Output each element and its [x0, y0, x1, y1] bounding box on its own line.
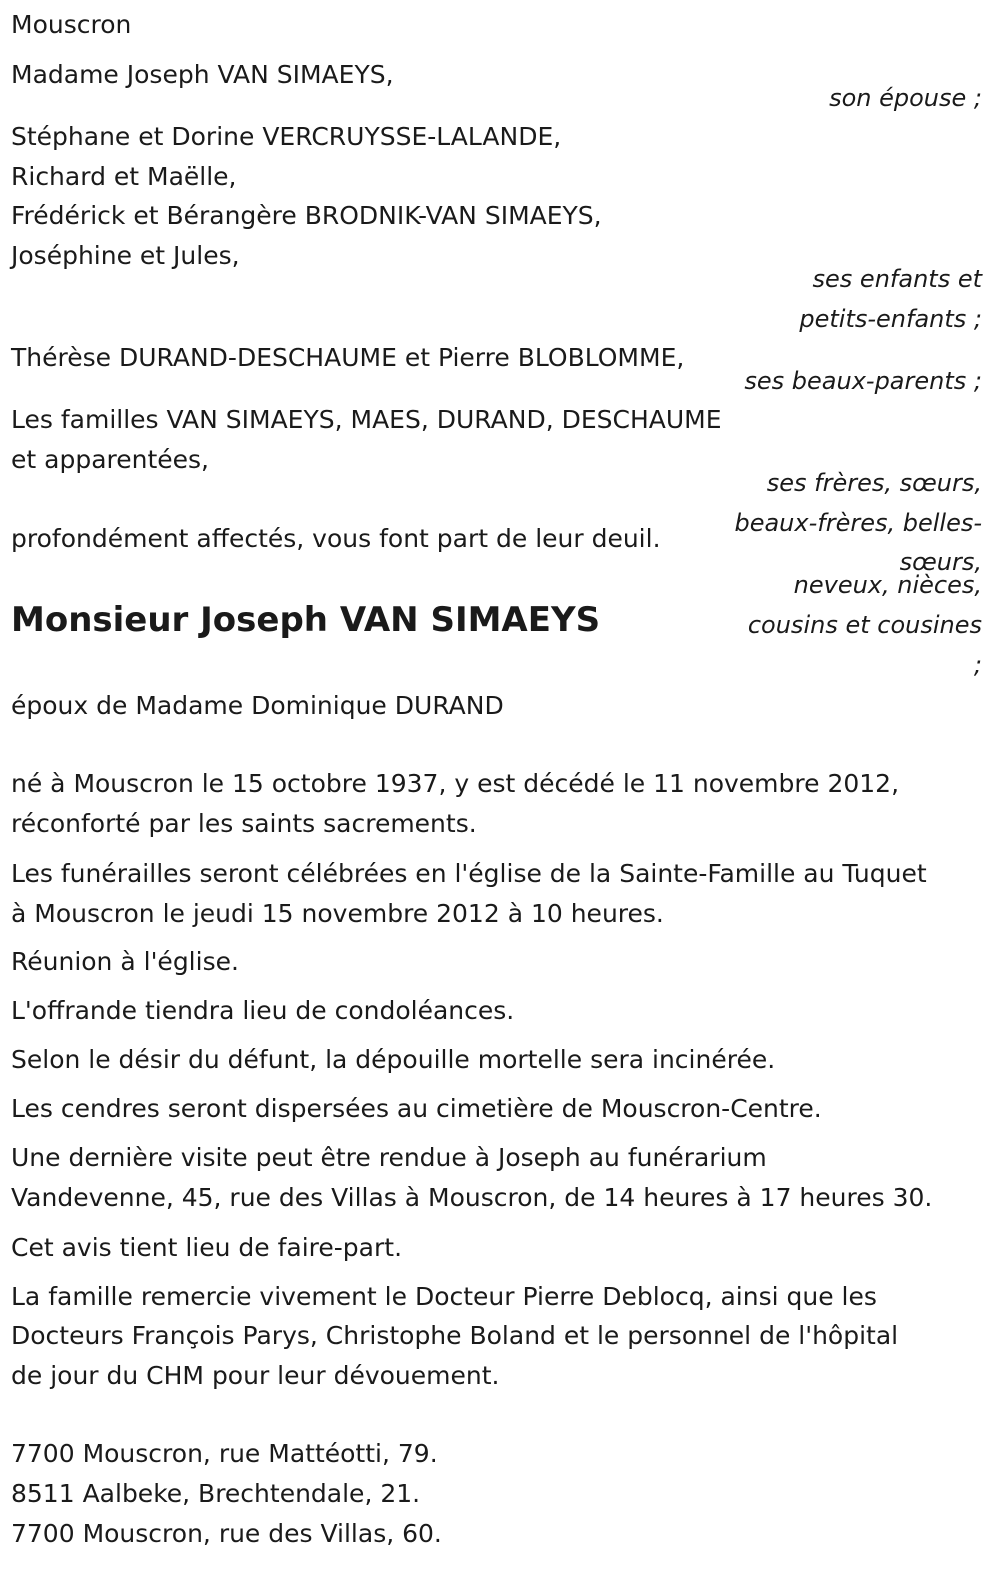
body-line: Docteurs François Parys, Christophe Boland et le personnel de l'hôpital	[11, 1321, 899, 1350]
body-line: Cet avis tient lieu de faire-part.	[11, 1233, 403, 1262]
body-line: Les cendres seront dispersées au cimetière de Mouscron-Centre.	[11, 1094, 822, 1123]
body-line: La famille remercie vivement le Docteur Pierre Deblocq, ainsi que les	[11, 1282, 877, 1311]
body-line: Selon le désir du défunt, la dépouille mortelle sera incinérée.	[11, 1045, 776, 1074]
body-line: L'offrande tiendra lieu de condoléances.	[11, 996, 515, 1025]
spouse-role: son épouse ;	[829, 84, 982, 112]
body-line: de jour du CHM pour leur dévouement.	[11, 1361, 500, 1390]
city-heading: Mouscron	[11, 10, 132, 39]
in-laws-role: ses beaux-parents ;	[744, 367, 982, 395]
families-role-line: beaux-frères, belles-	[734, 509, 982, 537]
families-role-line: sœurs,	[899, 548, 982, 576]
children-role-line: ses enfants et	[812, 265, 982, 293]
spouse-of-line: époux de Madame Dominique DURAND	[11, 691, 504, 720]
in-laws-line: Thérèse DURAND-DESCHAUME et Pierre BLOBLOMME,	[11, 343, 685, 372]
children-role-line: petits-enfants ;	[799, 305, 982, 333]
announcement-line: profondément affectés, vous font part de leur deuil.	[11, 524, 661, 553]
body-line: à Mouscron le jeudi 15 novembre 2012 à 10 heures.	[11, 899, 664, 928]
address-line: 7700 Mouscron, rue Mattéotti, 79.	[11, 1439, 438, 1468]
children-line: Joséphine et Jules,	[11, 241, 240, 270]
body-line: réconforté par les saints sacrements.	[11, 809, 477, 838]
body-line: Une dernière visite peut être rendue à Joseph au funérarium	[11, 1143, 767, 1172]
body-line: Réunion à l'église.	[11, 947, 239, 976]
children-line: Stéphane et Dorine VERCRUYSSE-LALANDE,	[11, 122, 562, 151]
children-line: Richard et Maëlle,	[11, 162, 237, 191]
families-role-line: neveux, nièces,	[793, 571, 982, 599]
families-role-line: ses frères, sœurs,	[766, 469, 982, 497]
deceased-name: Monsieur Joseph VAN SIMAEYS	[11, 600, 601, 640]
address-line: 8511 Aalbeke, Brechtendale, 21.	[11, 1479, 421, 1508]
address-line: 7700 Mouscron, rue des Villas, 60.	[11, 1519, 442, 1548]
body-line: Les funérailles seront célébrées en l'église de la Sainte-Famille au Tuquet	[11, 859, 927, 888]
families-line: Les familles VAN SIMAEYS, MAES, DURAND, DESCHAUME	[11, 405, 722, 434]
families-role-line: cousins et cousines	[747, 611, 982, 639]
body-line: né à Mouscron le 15 octobre 1937, y est décédé le 11 novembre 2012,	[11, 769, 900, 798]
body-line: Vandevenne, 45, rue des Villas à Mouscron, de 14 heures à 17 heures 30.	[11, 1183, 933, 1212]
children-line: Frédérick et Bérangère BRODNIK-VAN SIMAEYS,	[11, 201, 602, 230]
spouse-line: Madame Joseph VAN SIMAEYS,	[11, 60, 394, 89]
families-line: et apparentées,	[11, 445, 209, 474]
families-role-line: ;	[973, 651, 982, 679]
